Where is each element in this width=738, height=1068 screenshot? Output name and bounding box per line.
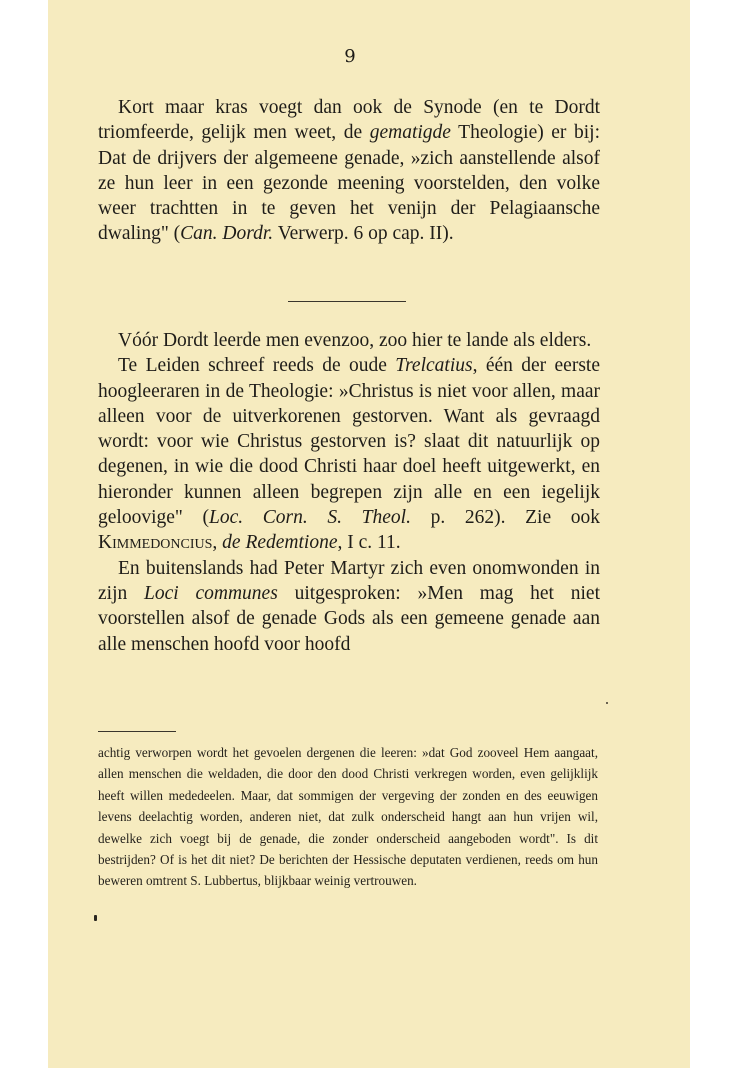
italic-run: gematigde: [369, 122, 451, 144]
paragraph-peter-martyr: [98, 556, 600, 657]
text-run: Verwerp. 6 op cap. II).: [273, 223, 454, 245]
text-run: En buitenslands had Peter Martyr zich even onomwonden in zijn: [98, 557, 600, 604]
text-run: Theologie) er bij: Dat de drijvers der algemeene genade, »zich aanstellende alsof ze hun leer in een gezonde meening voorstelden, den volke weer trachtten in te geven het venijn der Pelagiaansche dwaling" (: [98, 122, 600, 245]
text-run: ,: [212, 532, 223, 554]
page-number: 9: [344, 46, 356, 67]
ink-speck: [94, 915, 97, 921]
italic-run: Loci communes: [144, 582, 278, 604]
italic-run: Trelcatius: [395, 355, 473, 377]
smallcaps-run: Kimmedoncius: [98, 532, 213, 554]
footnote-divider: [98, 731, 176, 732]
paragraph-voor-dordt: Vóór Dordt leerde men evenzoo, zoo hier te lande als elders.: [118, 330, 592, 351]
footnote: achtig verworpen wordt het gevoelen dergenen die leeren: »dat God zooveel Hem aangaat, allen menschen die weldaden, die door den dood Christi verkregen worden, even gelijklijk heeft willen mededeelen. Maar, dat sommigen der vergeving der zonden en des eeuwigen levens deelachtig worden, anderen niet, dat zulk onderscheid hangt aan hun vrijen wil, dewelke zich voegt bij de genade, die zonder onderscheid aangeboden wordt". Is dit bestrijden? Of is het dit niet? De berichten der Hessische deputaten verdienen, reeds om hun beweren omtrent S. Lubbertus, blijkbaar weinig vertrouwen.: [98, 745, 598, 889]
italic-run: Loc. Corn. S. Theol.: [209, 507, 411, 529]
book-page: [48, 0, 690, 1068]
text-run: Kort maar kras voegt dan ook de Synode (en te Dordt triomfeerde, gelijk men weet, de: [98, 97, 600, 144]
text-run: Te Leiden schreef reeds de oude: [118, 355, 396, 377]
ink-speck: [606, 702, 608, 704]
main-text-block-1: [98, 95, 600, 247]
text-run: , I c. 11.: [337, 532, 401, 554]
main-text-block-2: [98, 328, 600, 657]
text-run: p. 262). Zie ook: [410, 507, 601, 529]
text-run: , één der eerste hoogleeraren in de Theologie: »Christus is niet voor allen, maar alleen voor de uitverkorenen gestorven. Want als gevraagd wordt: voor wie Christus gestorven is? slaat dit natuurlijk op degenen, in wie die dood Christi haar doel heeft uitgewerkt, en hieronder kunnen alleen begrepen zijn alle en een iegelijk geloovige" (: [98, 355, 600, 529]
section-divider: [288, 301, 406, 302]
italic-run: de Redemtione: [222, 532, 338, 554]
text-run: uitgesproken: »Men mag het niet voorstellen alsof de genade Gods als een gemeene genade aan alle menschen hoofd voor hoofd: [98, 582, 600, 655]
paragraph-synode: [98, 95, 600, 247]
italic-run: Can. Dordr.: [180, 223, 274, 245]
paragraph-trelcatius: [98, 353, 600, 555]
